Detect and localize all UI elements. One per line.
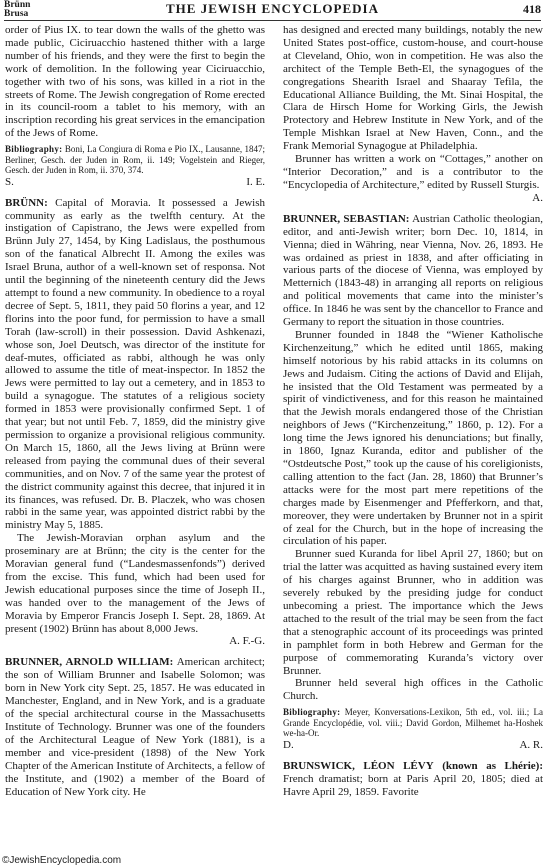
page-title: THE JEWISH ENCYCLOPEDIA	[166, 1, 379, 16]
paragraph: has designed and erected many buildings, notably the new United States post-office, custom-house, and court-house at Cleveland, Ohio, won in competition. He was also the architect of the Temple Beth-El, the synagogues of the congregations Shearith Israel and Shaaray Tefila, the Educational Alliance Building, the Mt. Sinai Hospital, the Clara de Hirsch Home for Working Girls, the Jewish Protectory and Hebrew Institute in New York, and of the Temple Mishkan Israel at New Haven, Conn., and the Frank Memorial Synagogue at Philadelphia.	[283, 24, 543, 153]
paragraph: Brunner held several high offices in the Catholic Church.	[283, 677, 543, 703]
page-number: 418	[523, 2, 541, 16]
bibliography-label: Bibliography:	[283, 707, 341, 718]
paragraph: Brunner founded in 1848 the “Wiener Katholische Kirchenzeitung,” which he edited until 1865, making himself notorious by his rabid attacks in its columns on Jews and Judaism. Citing the actions of David and Elijah, he insisted that the Old Testament was permeated by a spirit of vindictiveness, and for this reason he maintained that the Jewish morals endangered those of the Christian neighbors of Jews (“Kirchenzeitung,” 1860, p. 12). For a long time the Jews ignored his denunciations; but finally, in 1860, Ignaz Kuranda, editor and publisher of the “Ostdeutsche Post,” took up the cause of his coreligionists, calling attention to the fact (Jan. 28, 1860) that Brunner’s attacks were for the most part mere repetitions of the charges made by Eisenmenger and Pfefferkorn, and that, moreover, they were undertaken by Brunner not in a spirit of zeal for the Church, but in the hope of increasing the circulation of his paper.	[283, 328, 543, 548]
signature-line	[5, 176, 265, 189]
bibliography-label: Bibliography:	[5, 144, 63, 155]
bibliography-text: Meyer, Konversations-Lexikon, 5th ed., vol. iii.; La Grande Encyclopédie, vol. viii.; David Gordon, Milhemet ha-Hoshek we-ha-Or.	[283, 707, 543, 739]
entry-headword: BRUNNER, ARNOLD WILLIAM:	[5, 656, 174, 669]
signature-left: D.	[283, 738, 294, 751]
entry-brunn	[5, 197, 265, 533]
bibliography	[5, 144, 265, 176]
guide-word-top: Brünn	[4, 0, 31, 10]
signature-right: A. R.	[519, 738, 543, 751]
guide-word-bottom: Brusa	[4, 9, 29, 19]
entry-text: American architect; the son of William Brunner and Isabelle Solomon; was born in New York city Sept. 25, 1857. He was educated in Manchester, England, and in New York, and is a graduate of the special architectural course in the Massachusetts Institute of Technology. Brunner was one of the founders of the Architectural League of New York (1881), is a member and vice-president (1898) of the New York Chapter of the American Institute of Architects, a fellow of the Institute, and (1902) a member of the Board of Education of New York city. He	[5, 656, 265, 798]
signature-right: A.	[532, 191, 543, 204]
signature-line	[283, 739, 543, 752]
signature-line	[5, 635, 265, 648]
right-column	[283, 24, 543, 798]
paragraph: Brunner has written a work on “Cottages,” another on “Interior Decoration,” and is a contributor to the “Encyclopedia of Architecture,” edited by Russell Sturgis.	[283, 153, 543, 191]
entry-brunner-arnold	[5, 656, 265, 798]
page-header	[4, 0, 541, 21]
entry-headword: BRUNNER, SEBASTIAN:	[283, 212, 410, 225]
copyright-footer: ©JewishEncyclopedia.com	[2, 855, 122, 866]
entry-brunner-sebastian	[283, 213, 543, 329]
entry-headword: BRUNSWICK, LÉON LÉVY	[283, 759, 434, 772]
entry-headword: BRÜNN:	[5, 196, 48, 209]
signature-left: S.	[5, 175, 14, 188]
bibliography-text: Boni, La Congiura di Roma e Pio IX., Lausanne, 1847; Berliner, Gesch. der Juden in Rom, ii. 149; Vogelstein and Rieger, Gesch. der Juden in Rom, ii. 370, 374.	[5, 144, 265, 176]
entry-text: Austrian Catholic theologian, editor, and anti-Jewish writer; born Dec. 10, 1814, in Vienna; died in Währing, near Vienna, Nov. 26, 1893. He was ordained as priest in 1838, and after officiating in various parts of the diocese of Vienna, was employed by Metternich (1843-48) in arranging all reports on religious and political movements that came into the minister’s office. In 1846 he was sent by the chancellor to France and Germany to report the situation in those countries.	[283, 212, 543, 329]
entry-brunswick	[283, 760, 543, 799]
signature-right: A. F.-G.	[229, 635, 265, 648]
paragraph: order of Pius IX. to tear down the walls of the ghetto was made public, Ciciruacchio hastened thither with a large number of his friends, and they were the first to begin the work of demolition. In the following year Ciciruacchio, together with two of his sons, was killed in a riot in the streets of Rome. The Jewish congregation of Rome erected in its council-room a tablet to his memory, with an inscription recording his great services in the emancipation of the Jews of Rome.	[5, 24, 265, 140]
entry-text: French dramatist; born at Paris April 20, 1805; died at Havre April 29, 1859. Favorite	[283, 772, 543, 798]
signature-right: I. E.	[246, 175, 265, 188]
bibliography	[283, 707, 543, 739]
paragraph: The Jewish-Moravian orphan asylum and the proseminary are at Brünn; the city is the center for the Moravian general fund (“Landesmassenfonds”) derived from the excise. This fund, which had been used for Jewish educational purposes since the time of Joseph II., was handed over to the management of the Jews of Moravia by Emperor Francis Joseph I. Sept. 28, 1869. At present (1902) Brünn has about 8,000 Jews.	[5, 532, 265, 635]
signature-line	[283, 192, 543, 205]
entry-text: Capital of Moravia. It possessed a Jewish community as early as the twelfth century. At the instigation of Capistrano, the Jews were expelled from Brünn July 27, 1454, by King Ladislaus, the posthumous son of the fanatical Albrecht II. Among the exiles was Israel Bruna, author of a well-known set of responsa. Not until the beginning of the nineteenth century did the Jews attempt to found a new community. In obedience to a royal decree of Sept. 5, 1811, they paid 50 florins a year, and 12 florins into the poor fund, for permission to have a small Torah (law-scroll) in their possession. David Ashkenazi, whose son, Joel Deutsch, was director of the institute for deaf-mutes, officiated as rabbi, although he was only allowed to assume the title of meat-inspector. In 1852 the Jews were permitted to lay out a cemetery, and in 1853 to build a synagogue. The statutes of a religious society formed in 1853 were provisionally confirmed Sept. 1 of that year; but not until Feb. 7, 1859, did the ministry give permission to organize a provisional religious community. On March 15, 1860, all the Jews living at Brünn were released from paying the communal dues of their several communities, and on Nov. 7 of the same year the protest of the district community against this decree, that injured it in its finances, was refused. Dr. B. Placzek, who was chosen rabbi in the same year, was appointed district rabbi by the ministry May 5, 1885.	[5, 196, 266, 532]
left-column	[5, 24, 265, 798]
paragraph: Brunner sued Kuranda for libel April 27, 1860; but on trial the latter was acquitted as having sustained every item of his charges against Brunner, who in addition was severely rebuked by the presiding judge for conduct unbecoming a priest. The importance which the Jews attached to the result of the trial may be seen from the fact that a stenographic account of its proceedings was printed in pamphlet form in both Hebrew and German for the purpose of commemorating Kuranda’s victory over Brunner.	[283, 548, 543, 677]
entry-headword-alias: (known as Lhérie):	[442, 759, 543, 772]
